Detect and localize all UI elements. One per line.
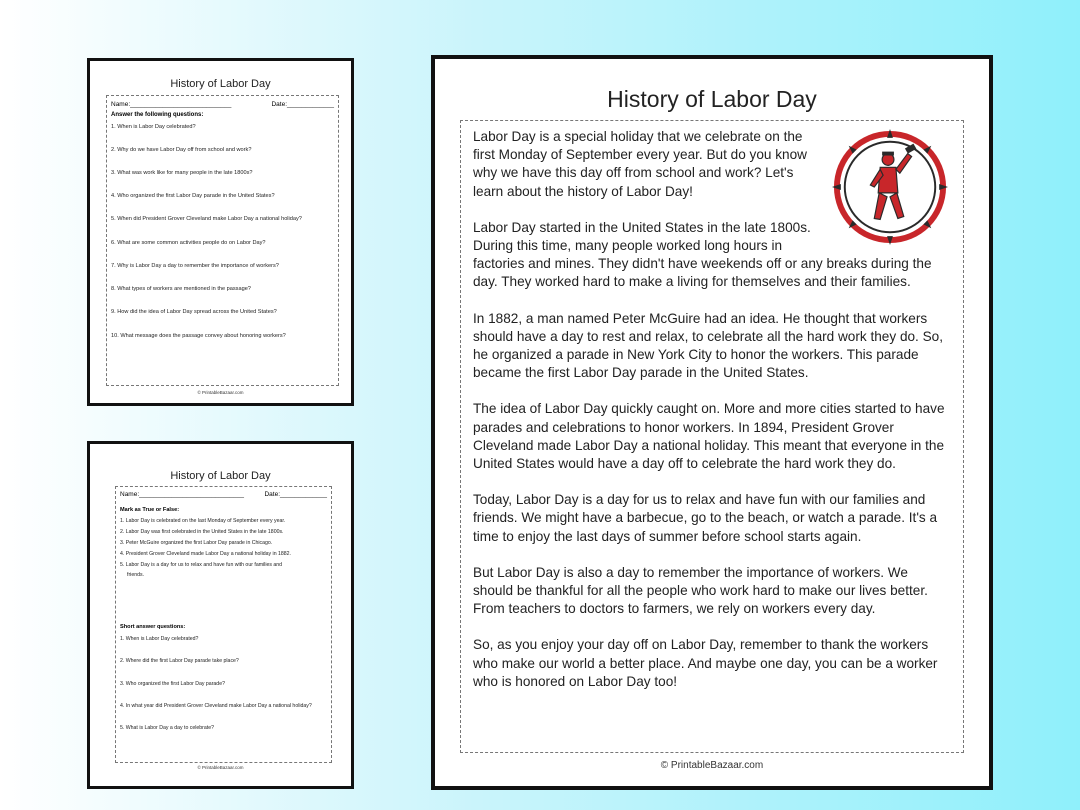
short-answer-item: 4. In what year did President Grover Cleveland make Labor Day a national holiday? — [120, 703, 312, 709]
worksheet2-date-field: Date:_____________ — [264, 491, 327, 498]
worksheet2-name-field: Name:_____________________________ — [120, 491, 244, 498]
question-item: 10. What message does the passage convey about honoring workers? — [111, 333, 286, 339]
short-answer-item: 5. What is Labor Day a day to celebrate? — [120, 725, 215, 731]
worksheet2-title: History of Labor Day — [170, 470, 271, 482]
worksheet2-body — [115, 486, 332, 763]
reading-paragraph: In 1882, a man named Peter McGuire had an idea. He thought that workers should have a day to rest and relax, to celebrate all the hard work they do. So, he organized a parade in New York City to honor the workers. This parade became the first Labor Day parade in the United States. — [473, 310, 944, 381]
short-answer-item: 2. Where did the first Labor Day parade take place? — [120, 658, 239, 664]
question-item: 5. When did President Grover Cleveland make Labor Day a national holiday? — [111, 216, 302, 222]
true-false-item: 5. Labor Day is a day for us to relax and have fun with our families and — [120, 562, 283, 568]
question-item: 2. Why do we have Labor Day off from school and work? — [111, 147, 252, 153]
reading-copyright: © PrintableBazaar.com — [660, 760, 764, 771]
question-item: 1. When is Labor Day celebrated? — [111, 124, 196, 130]
short-answer-item: 3. Who organized the first Labor Day parade? — [120, 681, 225, 687]
reading-title: History of Labor Day — [607, 86, 817, 112]
question-item: 6. What are some common activities people do on Labor Day? — [111, 240, 266, 246]
true-false-item: 2. Labor Day was first celebrated in the United States in the late 1800s. — [120, 529, 284, 535]
worksheet-questions-thumbnail — [87, 58, 354, 406]
reading-passage — [473, 128, 951, 709]
reading-paragraph: The idea of Labor Day quickly caught on. More and more cities started to have parades and celebrations to honor workers. In 1894, President Grover Cleveland made Labor Day a national holiday. This meant that everyone in the United States would have a day off to celebrate the hard work they do. — [473, 401, 945, 472]
worksheet1-heading: Answer the following questions: — [111, 112, 204, 118]
labor-worker-emblem-icon — [831, 128, 949, 246]
true-false-item: 1. Labor Day is celebrated on the last Monday of September every year. — [120, 518, 286, 524]
reading-paragraph: Labor Day started in the United States in the late 1800s. During this time, many people worked long hours in factories and mines. They didn't have weekends off or any breaks during the day. They worked hard to make a living for themselves and their families. — [473, 219, 932, 290]
reading-paragraph: But Labor Day is also a day to remember the importance of workers. We should be thankful for all the people who work hard to make our lives better. From teachers to doctors to farmers, we rely on workers every day. — [473, 564, 928, 617]
short-answer-heading: Short answer questions: — [120, 624, 186, 630]
short-answer-item: 1. When is Labor Day celebrated? — [120, 636, 199, 642]
worksheet-true-false-thumbnail — [87, 441, 354, 789]
true-false-item-continued: friends. — [127, 572, 145, 578]
true-false-heading: Mark as True or False: — [120, 507, 180, 513]
worksheet2-name-date-row — [120, 491, 327, 498]
question-item: 7. Why is Labor Day a day to remember the importance of workers? — [111, 263, 279, 269]
reading-paragraph: So, as you enjoy your day off on Labor Day, remember to thank the workers who make our world a better place. And maybe one day, you can be a worker who is honored on Labor Day too! — [473, 637, 938, 689]
reading-passage-page — [431, 55, 993, 790]
worksheet2-copyright: © PrintableBazaar.com — [197, 765, 244, 770]
question-item: 9. How did the idea of Labor Day spread across the United States? — [111, 309, 277, 315]
worksheet1-title: History of Labor Day — [170, 78, 271, 90]
question-item: 4. Who organized the first Labor Day parade in the United States? — [111, 193, 275, 199]
worksheet1-name-date-row — [111, 101, 334, 108]
reading-body — [460, 120, 964, 753]
worksheet1-copyright: © PrintableBazaar.com — [197, 390, 244, 395]
reading-paragraph: Today, Labor Day is a day for us to relax and have fun with our families and friends. We might have a barbecue, go to the beach, or watch a parade. It's a time to enjoy the last days of summer before school starts again. — [473, 492, 938, 544]
worksheet1-date-field: Date:_____________ — [271, 101, 334, 108]
question-item: 3. What was work like for many people in the late 1800s? — [111, 170, 253, 176]
true-false-item: 3. Peter McGuire organized the first Labor Day parade in Chicago. — [120, 540, 273, 546]
true-false-item: 4. President Grover Cleveland made Labor Day a national holiday in 1882. — [120, 551, 292, 557]
question-item: 8. What types of workers are mentioned in the passage? — [111, 286, 251, 292]
worksheet1-body — [106, 95, 339, 386]
reading-paragraph: Labor Day is a special holiday that we celebrate on the first Monday of September every year. But do you know why we have this day off from school and work? Let's learn about the history of Labor Day! — [473, 129, 807, 199]
worksheet1-name-field: Name:____________________________ — [111, 101, 232, 108]
